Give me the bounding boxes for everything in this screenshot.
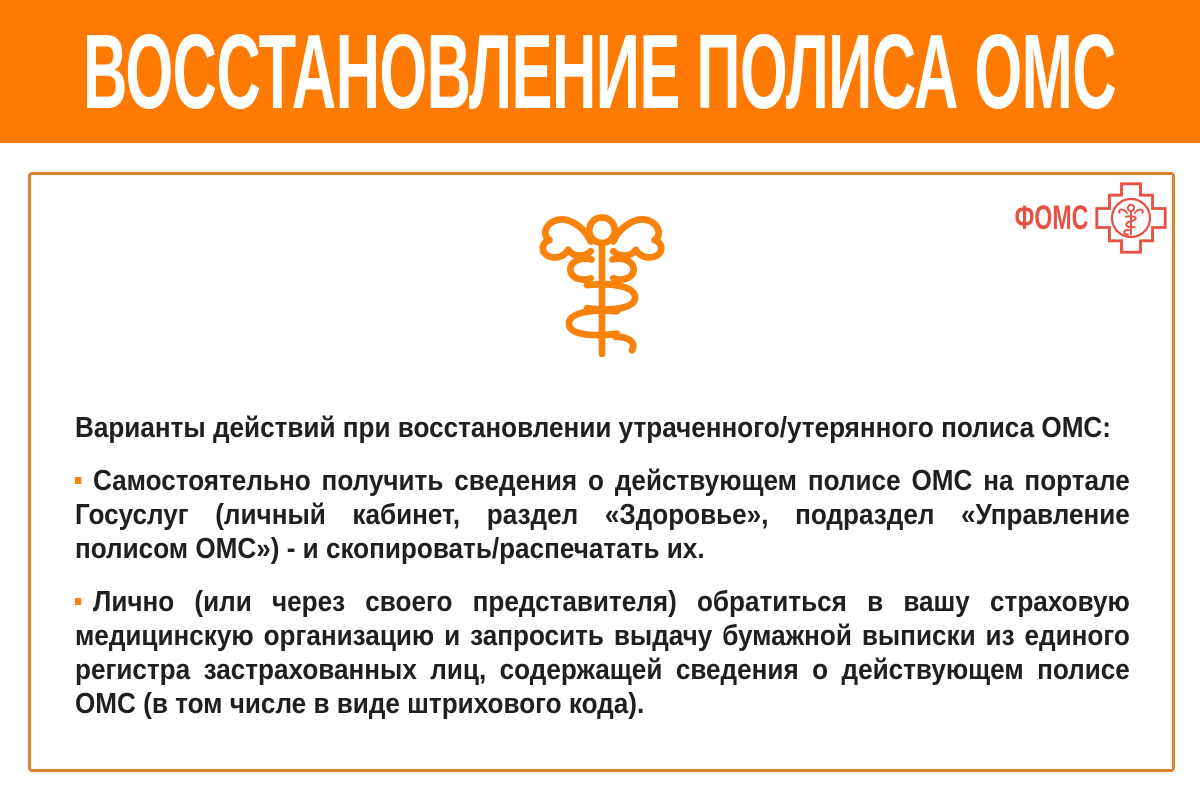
bullet-item-2	[75, 585, 1130, 721]
header-banner	[0, 0, 1200, 143]
foms-logo-text: ФОМС	[1014, 199, 1088, 237]
bullet-square-icon	[75, 598, 81, 605]
foms-logo	[980, 180, 1169, 256]
medical-cross-icon	[1093, 180, 1169, 256]
bullet-text-2: Лично (или через своего представителя) обратиться в вашу страховую медицинскую организацию и запросить выдачу бумажной выписки из единого регистра застрахованных лиц, содержащей сведения о действующем полисе ОМС (в том числе в виде штрихового кода).	[75, 586, 1130, 720]
body-text	[75, 411, 1130, 721]
bullet-item-1	[75, 464, 1130, 566]
info-card	[28, 172, 1175, 772]
bullet-square-icon	[75, 477, 81, 484]
page-title: ВОССТАНОВЛЕНИЕ ПОЛИСА ОМС	[83, 12, 1117, 131]
bullet-text-1: Самостоятельно получить сведения о действующем полисе ОМС на портале Госуслуг (личный кабинет, раздел «Здоровье», подраздел «Управление полисом ОМС») - и скопировать/распечатать их.	[75, 465, 1130, 565]
intro-line: Варианты действий при восстановлении утраченного/утерянного полиса ОМС:	[75, 412, 1111, 444]
caduceus-icon	[526, 207, 678, 357]
